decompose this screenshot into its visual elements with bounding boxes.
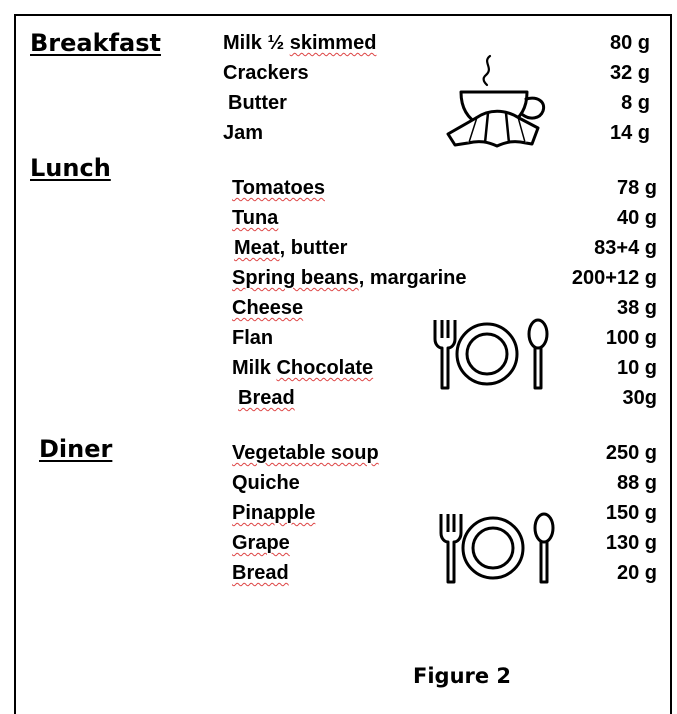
food-item-name-part: Bread xyxy=(232,562,289,584)
breakfast-item-row xyxy=(223,31,650,55)
food-item-name-part: , margarine xyxy=(358,267,467,289)
food-item-name-part: Vegetable soup xyxy=(232,442,379,464)
food-item-quantity: 250 g xyxy=(605,442,657,464)
food-item-name-part: Milk xyxy=(232,357,277,379)
food-item-name-part: Crackers xyxy=(223,62,309,84)
section-title-diner: Diner xyxy=(39,435,113,463)
food-item-quantity: 88 g xyxy=(616,472,657,494)
food-item-quantity: 8 g xyxy=(621,92,650,114)
food-item-name-part: Grape xyxy=(232,532,290,554)
plate-fork-spoon-icon xyxy=(437,511,559,585)
section-title-breakfast: Breakfast xyxy=(30,29,161,57)
food-item-name xyxy=(223,61,309,85)
diner-item-row xyxy=(232,441,657,465)
food-item-name xyxy=(223,121,263,145)
lunch-item-row xyxy=(232,206,657,230)
food-item-quantity: 130 g xyxy=(605,532,657,554)
food-item-name-part: Cheese xyxy=(232,297,304,319)
food-item-name-part: Bread xyxy=(238,387,295,409)
food-item-name-part: Spring beans xyxy=(232,267,359,289)
lunch-item-row xyxy=(232,176,657,200)
diner-item-row xyxy=(232,471,657,495)
food-item-name xyxy=(232,561,289,585)
figure-caption: Figure 2 xyxy=(413,664,512,688)
food-item-name xyxy=(232,441,379,465)
food-item-name-part: Jam xyxy=(223,122,264,144)
food-item-name-part: Flan xyxy=(232,327,274,349)
food-item-quantity: 83+4 g xyxy=(594,237,657,259)
food-item-name-part: skimmed xyxy=(289,32,377,54)
breakfast-item-row xyxy=(228,91,650,115)
lunch-item-row xyxy=(234,236,657,260)
food-item-name-part: Pinapple xyxy=(232,502,316,524)
plate-fork-spoon-icon xyxy=(431,317,553,391)
food-item-quantity: 78 g xyxy=(616,177,657,199)
food-item-name xyxy=(232,296,303,320)
breakfast-item-row xyxy=(223,121,650,145)
food-item-quantity: 200+12 g xyxy=(571,267,657,289)
food-item-quantity: 80 g xyxy=(609,32,650,54)
food-item-name xyxy=(232,176,325,200)
food-item-quantity: 32 g xyxy=(609,62,650,84)
lunch-item-row xyxy=(232,266,657,290)
food-item-quantity: 150 g xyxy=(605,502,657,524)
food-item-name-part: Tomatoes xyxy=(232,177,325,199)
food-item-quantity: 20 g xyxy=(616,562,657,584)
food-item-name xyxy=(232,266,467,290)
food-item-name xyxy=(234,236,347,260)
food-item-name xyxy=(232,326,273,350)
food-item-quantity: 38 g xyxy=(616,297,657,319)
food-item-name xyxy=(238,386,295,410)
breakfast-item-row xyxy=(223,61,650,85)
food-item-quantity: 14 g xyxy=(609,122,650,144)
food-item-name xyxy=(232,356,373,380)
food-item-name-part: Chocolate xyxy=(276,357,374,379)
food-item-quantity: 10 g xyxy=(616,357,657,379)
food-item-quantity: 40 g xyxy=(616,207,657,229)
food-item-name xyxy=(232,501,315,525)
food-item-name-part: Tuna xyxy=(232,207,279,229)
food-item-name-part: Quiche xyxy=(232,472,300,494)
food-item-quantity: 100 g xyxy=(605,327,657,349)
food-item-name-part: , butter xyxy=(279,237,348,259)
food-item-quantity: 30g xyxy=(622,387,657,409)
food-item-name xyxy=(223,31,376,55)
food-item-name xyxy=(232,471,300,495)
section-title-lunch: Lunch xyxy=(30,154,111,182)
food-item-name-part: Meat xyxy=(234,237,280,259)
food-item-name xyxy=(232,206,278,230)
food-item-name-part: Butter xyxy=(228,92,287,114)
coffee-cup-croissant-icon xyxy=(440,52,552,154)
food-item-name xyxy=(232,531,290,555)
food-item-name-part: Milk ½ xyxy=(223,32,290,54)
food-item-name xyxy=(228,91,287,115)
